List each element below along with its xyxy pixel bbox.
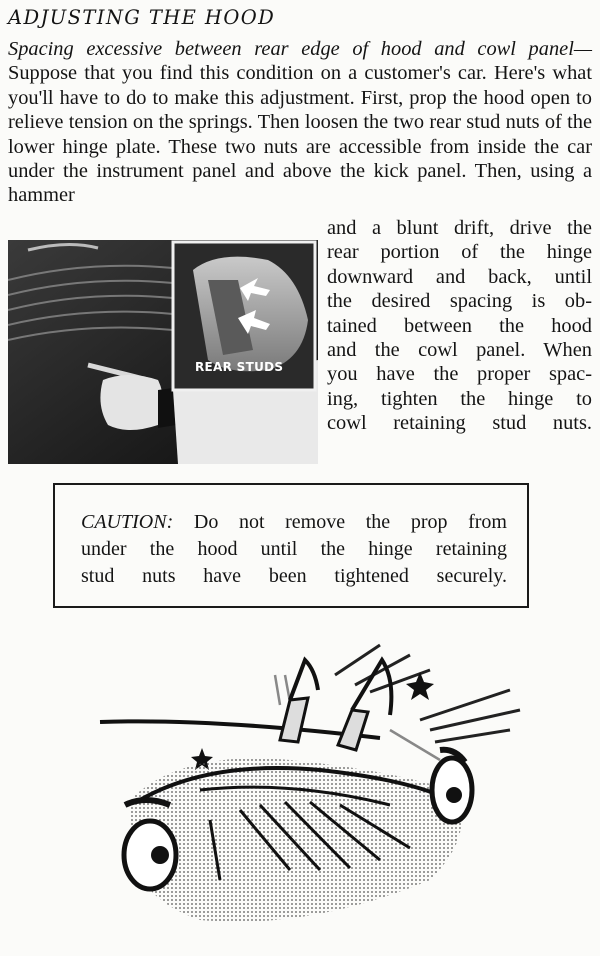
- text-line: cowl retaining stud nuts.: [327, 412, 592, 435]
- text-line: and a blunt drift, drive the: [327, 217, 592, 239]
- instruction-paragraph: [8, 37, 592, 208]
- caution-box: [53, 483, 529, 608]
- inset-label: REAR STUDS: [195, 360, 284, 374]
- hinge-photo-illustration: [8, 240, 318, 464]
- hinge-photo: [8, 240, 318, 464]
- caution-label: CAUTION:: [81, 511, 174, 533]
- caution-text: [81, 509, 507, 590]
- paragraph-lead: Spacing excessive between rear edge of hood and cowl panel—: [8, 38, 592, 60]
- caution-line: stud nuts have been tightened securely.: [81, 565, 507, 587]
- text-line: ing, tighten the hinge to: [327, 387, 592, 410]
- text-line: tained between the hood: [327, 314, 592, 337]
- instruction-continuation: [327, 216, 592, 436]
- text-line: rear portion of the hinge: [327, 241, 592, 264]
- section-heading: ADJUSTING THE HOOD: [8, 6, 276, 29]
- text-line: you have the proper spac-: [327, 363, 592, 386]
- text-line: the desired spacing is ob-: [327, 290, 592, 313]
- cartoon-car-illustration: [90, 630, 550, 940]
- paragraph-body: Suppose that you find this condition on a customer's car. Here's what you'll have to do to make this adjustment. First, prop the hood open to relieve tension on the springs. Then loosen the two rear stud nuts of the lower hinge plate. These two nuts are accessible from inside the car under the instrument panel and above the kick panel. Then, using a hammer: [8, 62, 592, 207]
- caution-line: Do not remove the prop from: [193, 511, 507, 533]
- text-line: and the cowl panel. When: [327, 339, 592, 362]
- caution-line: under the hood until the hinge retaining: [81, 538, 507, 560]
- text-line: downward and back, until: [327, 265, 592, 288]
